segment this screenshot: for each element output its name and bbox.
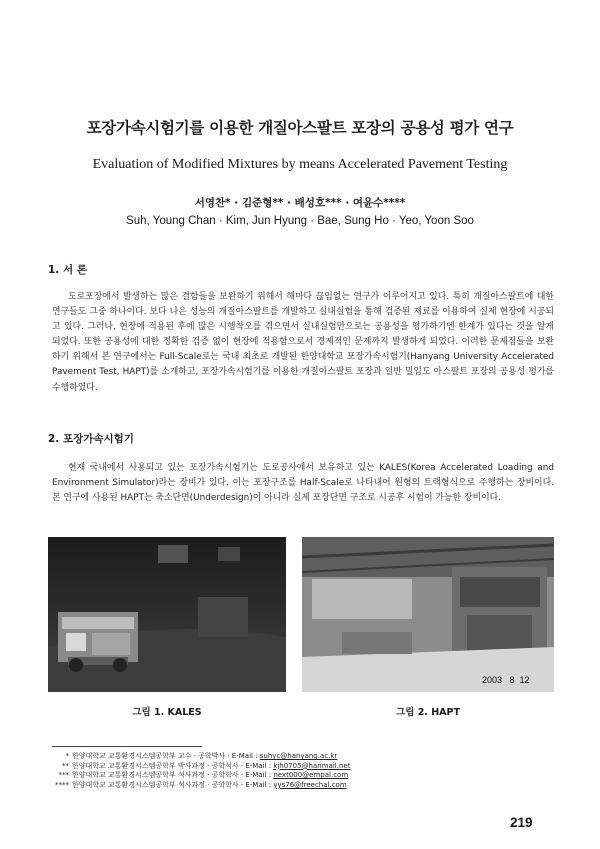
footnote-mark: *** xyxy=(58,771,69,780)
footnote-email-link[interactable]: suhyc@hanyang.ac.kr xyxy=(259,752,338,760)
authors-korean: 서영찬* · 김준형** · 배성호*** · 여윤수**** xyxy=(194,197,406,209)
footnote-item xyxy=(55,781,475,791)
paper-title-korean: 포장가속시험기를 이용한 개질아스팔트 포장의 공용성 평가 연구 xyxy=(86,119,514,137)
footnote-item xyxy=(55,762,475,772)
footnote-mark: * xyxy=(65,752,69,760)
section-heading-apt: 2. 포장가속시험기 xyxy=(48,433,134,445)
section-body-introduction: 도로포장에서 발생하는 많은 결함들을 보완하기 위해서 해마다 끊임없는 연구가 이루어지고 있다. 특히 개질아스팔트에 대한 연구들도 그중 하나이다. 보다 나은 성능의 개질아스팔트를 개발하고 실내실험을 통해 검증된 재료를 이용하여 실제 현장에 시공되고 있다. 그러나, 현장에 적용된 후에 많은 시행착오를 겪으면서 실내실험만으로는 공용성을 평가하기엔 한계가 있다는 것을 알게 되었다. 또한 공용성에 대한 정확한 검증 없이 현장에 적용함으로서 경제적인 문제까지 발생하게 되었다. 이러한 문제점들을 보완하기 위해서 본 연구에서는 Full-Scale로는 국내 최초로 개발된 한양대학교 포장가속시험기(Hanyang University Accelerated Pavement Test, HAPT)를 소개하고, 포장가속시험기를 이용한 개질아스팔트 포장과 일반 밀입도 아스팔트 포장의 공용성 평가를 수행하였다. xyxy=(52,292,554,393)
figure-hapt-photo xyxy=(302,537,554,692)
footnote-item xyxy=(55,771,475,781)
footnote-item xyxy=(55,752,475,762)
section-heading-introduction: 1. 서 론 xyxy=(48,264,87,276)
paper-title-english: Evaluation of Modified Mixtures by means Accelerated Pavement Testing xyxy=(92,157,508,172)
footnote-divider xyxy=(52,746,202,747)
page-number: 219 xyxy=(510,815,533,830)
footnotes xyxy=(55,752,475,790)
footnote-email-link[interactable]: kjh0705@hanmail.net xyxy=(273,761,351,770)
footnote-text: 한양대학교 교통환경시스템공학부 석사과정 · 공학학사 · E-Mail : xyxy=(72,780,274,789)
footnote-text: 한양대학교 교통환경시스템공학부 교수 · 공학박사 · E-Mail : xyxy=(72,752,260,760)
figure-kales-photo xyxy=(48,537,286,692)
footnote-text: 한양대학교 교통환경시스템공학부 석사과정 · 공학학사 · E-Mail : xyxy=(72,771,274,780)
footnote-mark: **** xyxy=(55,780,69,789)
figure-1-caption: 그림 1. KALES xyxy=(132,707,202,718)
photo-date-stamp: 2003 8 12 xyxy=(482,675,530,685)
figure-2-caption: 그림 2. HAPT xyxy=(396,707,460,718)
footnote-text: 한양대학교 교통환경시스템공학부 박사과정 · 공학석사 · E-Mail : xyxy=(72,761,274,770)
hapt-photo-illustration xyxy=(302,537,554,692)
footnote-mark: ** xyxy=(62,761,69,770)
footnote-email-link[interactable]: yys76@freechal.com xyxy=(273,780,347,789)
authors-english: Suh, Young Chan · Kim, Jun Hyung · Bae, Sung Ho · Yeo, Yoon Soo xyxy=(126,215,474,227)
section-body-apt: 현재 국내에서 사용되고 있는 포장가속시험기는 도로공사에서 보유하고 있는 KALES(Korea Accelerated Loading and Environment Simulator)라는 장비가 있다. 이는 포장구조를 Half-Scale로 나타내어 원형의 트랙형식으로 주행하는 장비이다. 본 연구에 사용된 HAPT는 축소단면(Underdesign)이 아니라 실제 포장단면 구조로 시공후 시험이 가능한 장비이다. xyxy=(52,463,554,504)
kales-photo-illustration xyxy=(48,537,286,692)
footnote-email-link[interactable]: next000@empal.com xyxy=(273,771,349,780)
